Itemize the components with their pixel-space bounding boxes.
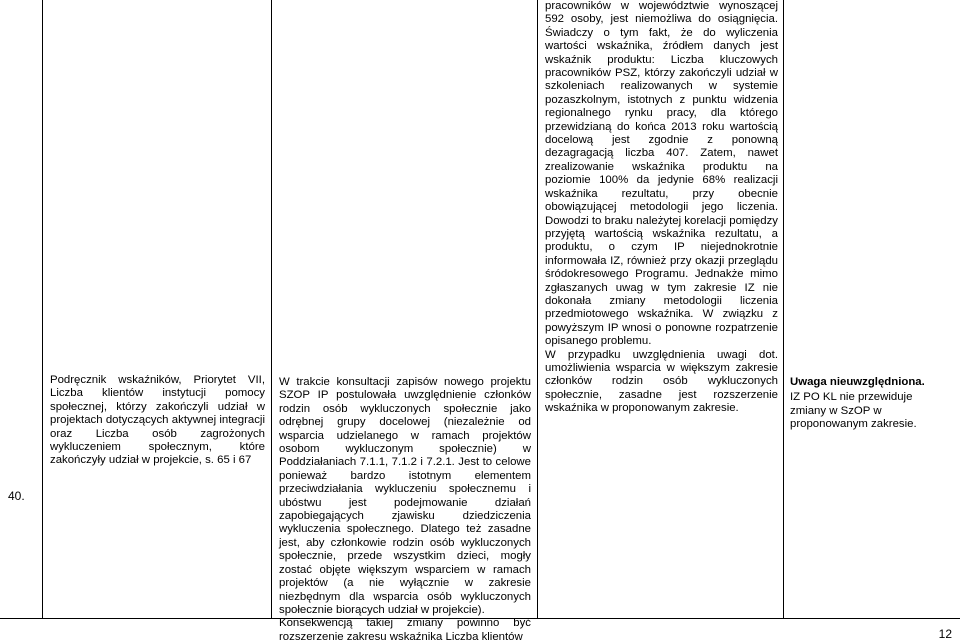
- comment-paragraph: Konsekwencją takiej zmiany powinno być rozszerzenie zakresu wskaźnika Liczba klientów: [279, 617, 531, 643]
- table-border-col3: [537, 0, 538, 618]
- table-border-left: [42, 0, 43, 618]
- source-reference-cell: [50, 374, 265, 468]
- source-reference: Podręcznik wskaźników, Priorytet VII, Liczba klientów instytucji pomocy społecznej, którzy zakończyli udział w projektach dotyczących aktywnej integracji oraz Liczba osób zagrożonych wykluczeniem społecznym, które zakończyły udział w projekcie, s. 65 i 67: [50, 374, 265, 467]
- comment-paragraph: W trakcie konsultacji zapisów nowego projektu SZOP IP postulowała uwzględnienie członków rodzin osób wykluczonych społecznie jako odrębnej grupy docelowej (niezależnie od wsparcia udzielanego w ramach projektów osobom wykluczonym społecznie) w Poddziałaniach 7.1.1, 7.1.2 i 7.2.1. Jest to celowe ponieważ bardzo istotnym elementem przeciwdziałania wykluczeniu społecznemu i ubóstwu jest podejmowanie działań zapobiegających zjawisku dziedziczenia wykluczenia społecznego. Dlatego też zasadne jest, aby członkowie rodzin osób wykluczonych społecznie, przede wszystkim dzieci, mogły zostać objęte większym wsparciem w ramach projektów (a nie wyłącznie w zakresie niezbędnym dla wsparcia osób wykluczonych społecznie biorących udział w projekcie).: [279, 376, 531, 616]
- justification-paragraph: W przypadku uwzględnienia uwagi dot. umożliwienia wsparcia w większym zakresie członków rodzin osób wykluczonych społecznie, zasadne jest rozszerzenie wskaźnika w proponowanym zakresie.: [545, 348, 778, 415]
- response-text: IZ PO KL nie przewiduje zmiany w SzOP w proponowanym zakresie.: [790, 391, 917, 431]
- row-number: 40.: [8, 489, 25, 503]
- justification-cell: [545, 0, 778, 416]
- table-border-col4: [783, 0, 784, 618]
- comment-cell: [279, 376, 531, 644]
- response-cell: [790, 376, 950, 432]
- page-number: 12: [938, 627, 952, 641]
- justification-paragraph: pracowników w województwie wynoszącej 592 osoby, jest niemożliwa do osiągnięcia. Świadczy o tym fakt, że do wyliczenia wartości wskaźnika, źródłem danych jest wskaźnik produktu: Liczba kluczowych pracowników PSZ, którzy zakończyli udział w szkoleniach realizowanych w systemie pozaszkolnym, istotnych z punktu widzenia regionalnego rynku pracy, dla którego przewidzianą do końca 2013 roku wartością docelową jest zgodnie z ponowną dezagragacją liczba 407. Zatem, nawet zrealizowanie wskaźnika produktu na poziomie 100% da jedynie 68% realizacji wskaźnika rezultatu, przy obecnie obowiązującej metodologii jego liczenia. Dowodzi to braku należytej korelacji pomiędzy przyjętą wartością wskaźnika rezultatu, a produktu, o czym IP niejednokrotnie informowała IZ, również przy okazji przeglądu śródokresowego Programu. Jednakże mimo zgłaszanych uwag w tym zakresie IZ nie dokonała zmiany metodologii liczenia przedmiotowego wskaźnika. W związku z powyższym IP wnosi o ponowne rozpatrzenie opisanego problemu.: [545, 0, 778, 348]
- response-heading: Uwaga nieuwzględniona.: [790, 376, 925, 388]
- table-border-col2: [271, 0, 272, 618]
